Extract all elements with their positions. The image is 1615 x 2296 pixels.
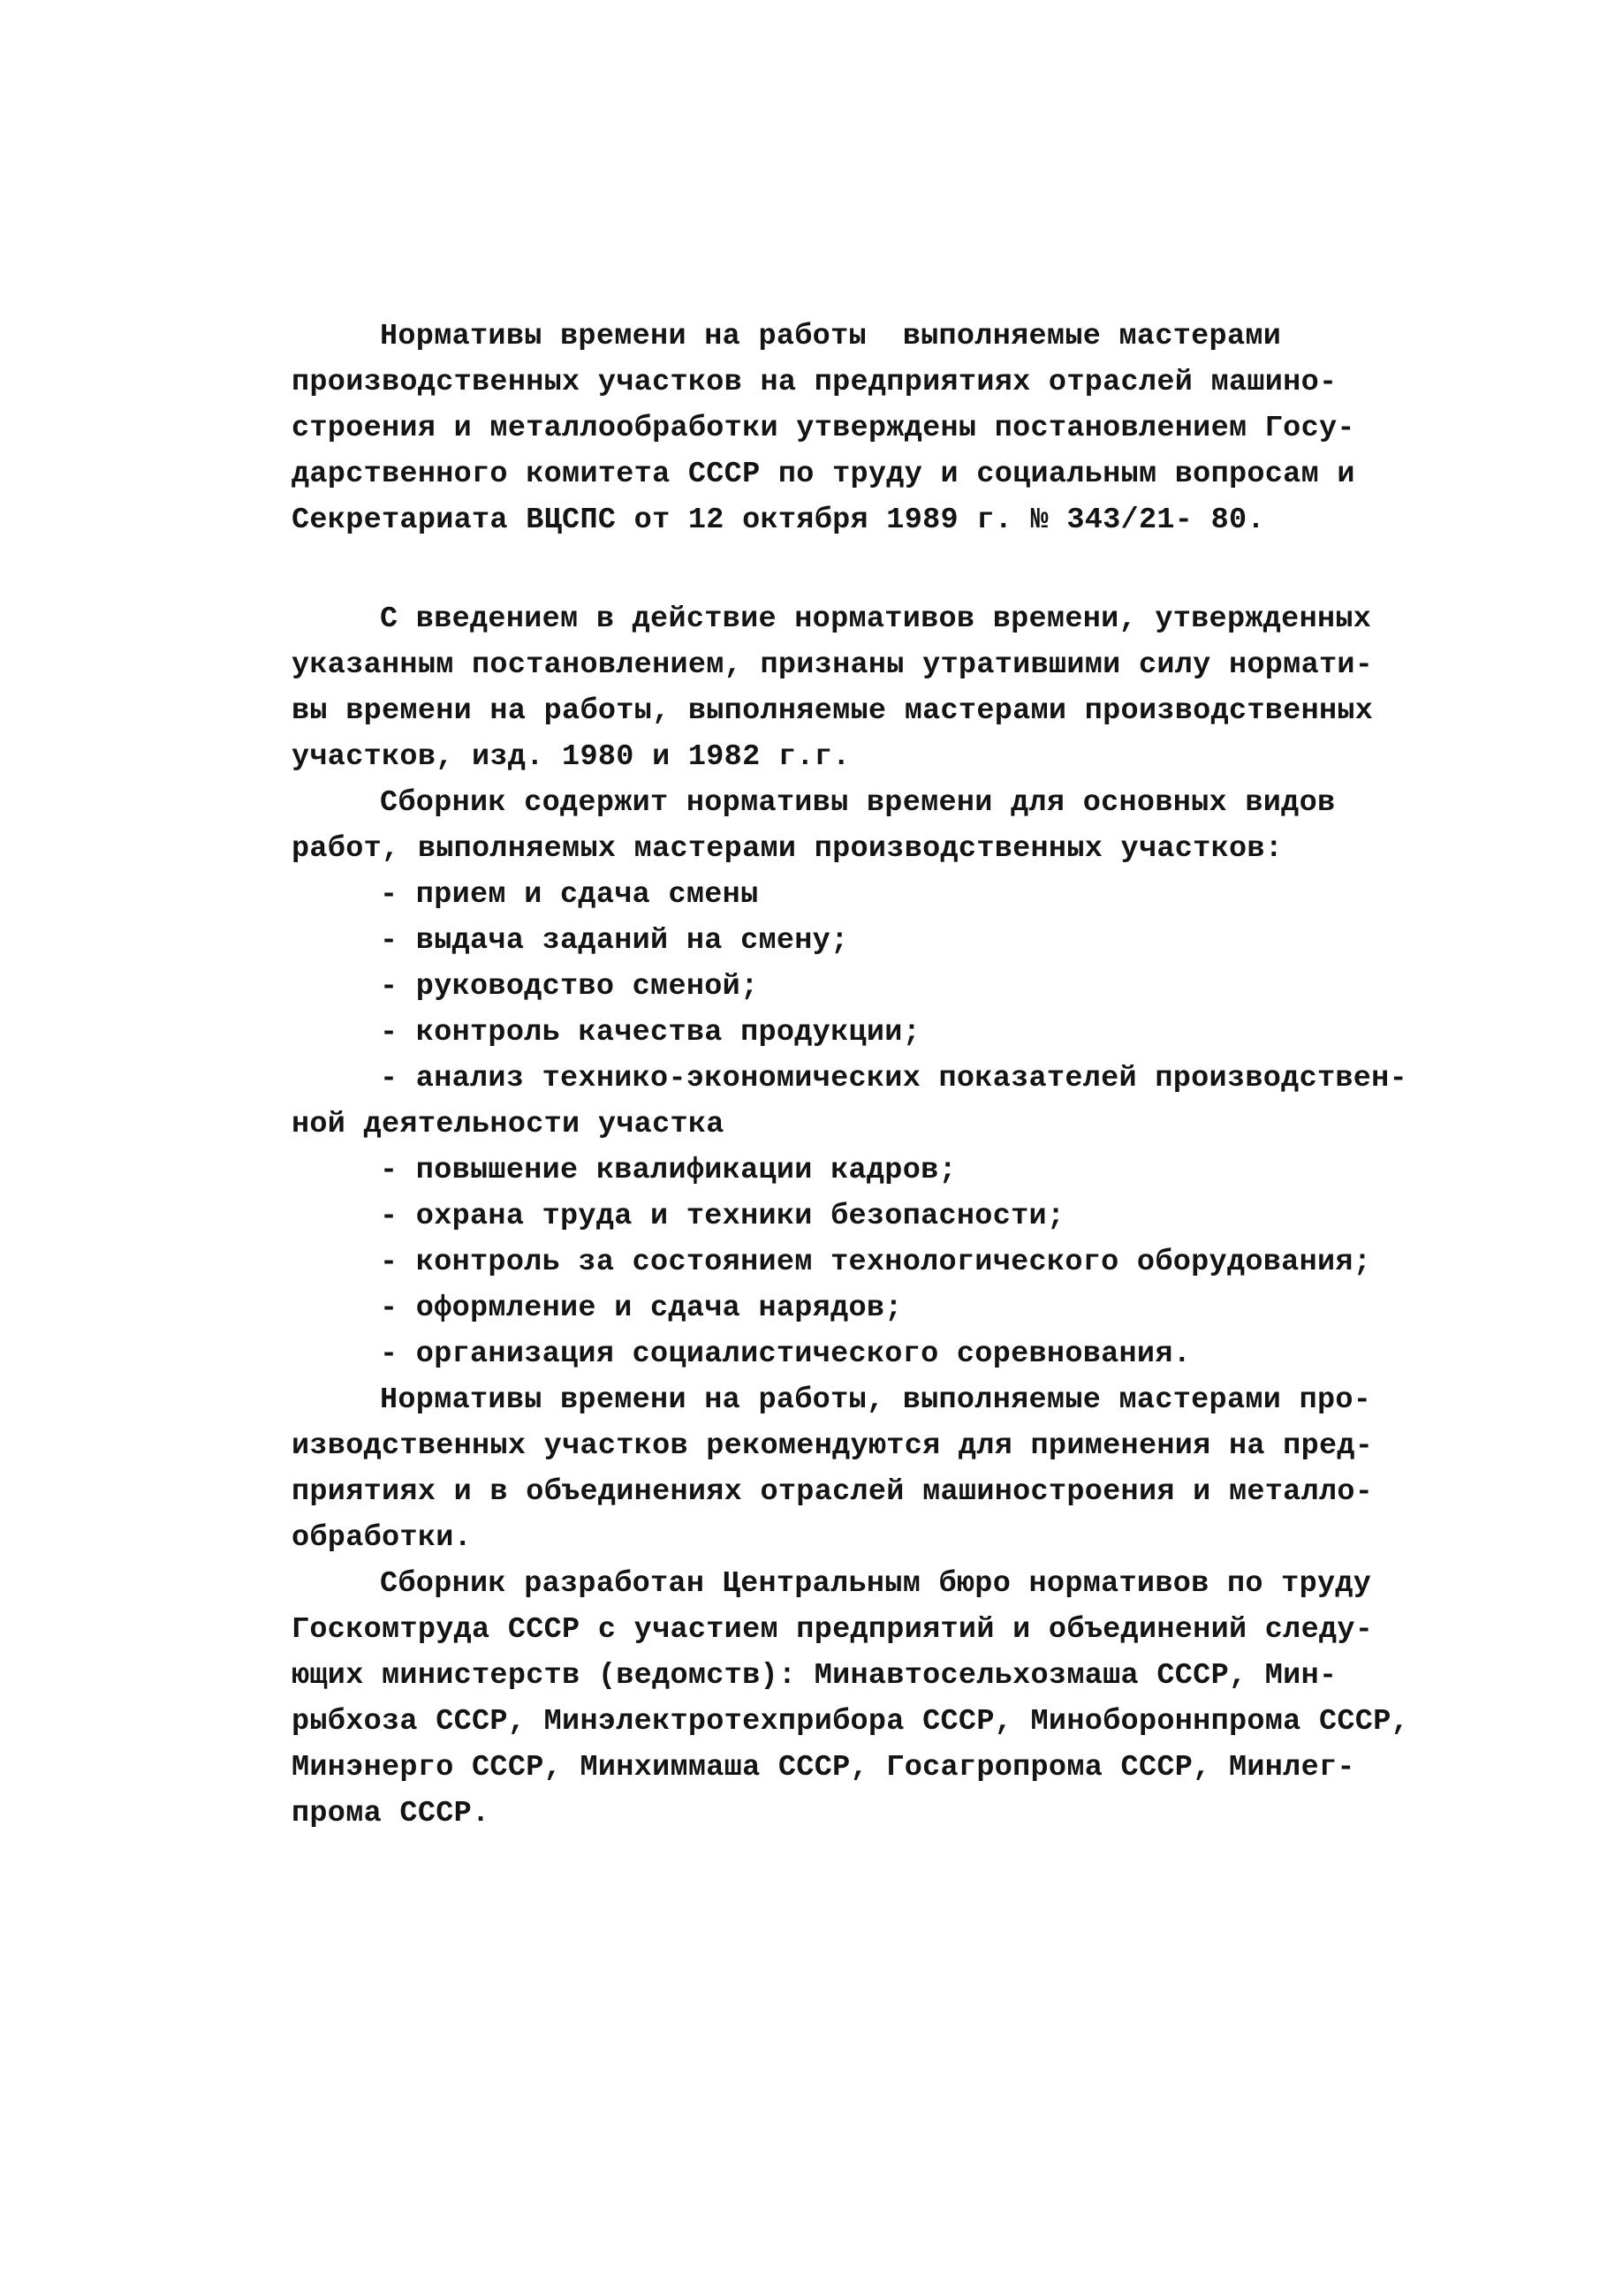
list-item: - оформление и сдача нарядов;: [380, 1292, 903, 1325]
text-line: Сборник разработан Центральным бюро нормативов по труду: [380, 1567, 1372, 1601]
text-line: производственных участков на предприятиях отраслей машино-: [292, 366, 1338, 399]
list-item: - анализ технико-экономических показателей производствен-: [380, 1062, 1407, 1095]
text-line: вы времени на работы, выполняемые мастерами производственных: [292, 694, 1374, 728]
paragraph-4: [292, 1377, 1458, 1561]
work-types-list: [292, 872, 1458, 1377]
text-line: прома СССР.: [292, 1797, 490, 1830]
list-item: - выдача заданий на смену;: [380, 924, 849, 958]
document-text: [292, 314, 1458, 1837]
list-item: - охрана труда и техники безопасности;: [380, 1200, 1065, 1233]
list-item: - руководство сменой;: [380, 970, 759, 1004]
text-line: рыбхоза СССР, Минэлектротехприбора СССР, Минобороннпрома СССР,: [292, 1705, 1410, 1739]
text-line: Нормативы времени на работы, выполняемые мастерами про-: [380, 1383, 1372, 1417]
list-item: - прием и сдача смены: [380, 878, 759, 912]
text-line: Госкомтруда СССР с участием предприятий и объединений следу-: [292, 1613, 1374, 1647]
text-line: строения и металлообработки утверждены постановлением Госу-: [292, 412, 1355, 445]
list-item: - контроль качества продукции;: [380, 1016, 921, 1049]
text-line: ющих министерств (ведомств): Минавтосельхозмаша СССР, Мин-: [292, 1659, 1338, 1693]
text-line: работ, выполняемых мастерами производственных участков:: [292, 832, 1284, 866]
list-item-continuation: ной деятельности участка: [292, 1108, 724, 1141]
text-line: дарственного комитета СССР по труду и социальным вопросам и: [292, 458, 1355, 491]
paragraph-3: [292, 780, 1458, 872]
paragraph-2: [292, 596, 1458, 780]
list-item: - организация социалистического соревнования.: [380, 1337, 1192, 1371]
list-item: - контроль за состоянием технологического оборудования;: [380, 1246, 1372, 1279]
paragraph-1: [292, 314, 1458, 543]
text-line: Секретариата ВЦСПС от 12 октября 1989 г. № 343/21- 80.: [292, 504, 1265, 537]
text-line: Сборник содержит нормативы времени для основных видов: [380, 786, 1336, 820]
paragraph-5: [292, 1561, 1458, 1837]
text-line: участков, изд. 1980 и 1982 г.г.: [292, 740, 851, 774]
list-item: - повышение квалификации кадров;: [380, 1154, 957, 1187]
text-line: С введением в действие нормативов времени, утвержденных: [380, 602, 1372, 636]
paragraph-gap: [292, 543, 1458, 596]
text-line: обработки.: [292, 1521, 473, 1555]
text-line: Минэнерго СССР, Минхиммаша СССР, Госагропрома СССР, Минлег-: [292, 1751, 1355, 1785]
text-line: изводственных участков рекомендуются для применения на пред-: [292, 1429, 1374, 1463]
text-line: Нормативы времени на работы выполняемые мастерами: [380, 320, 1282, 353]
text-line: указанным постановлением, признаны утратившими силу нормати-: [292, 648, 1374, 682]
text-line: приятиях и в объединениях отраслей машиностроения и металло-: [292, 1475, 1374, 1509]
